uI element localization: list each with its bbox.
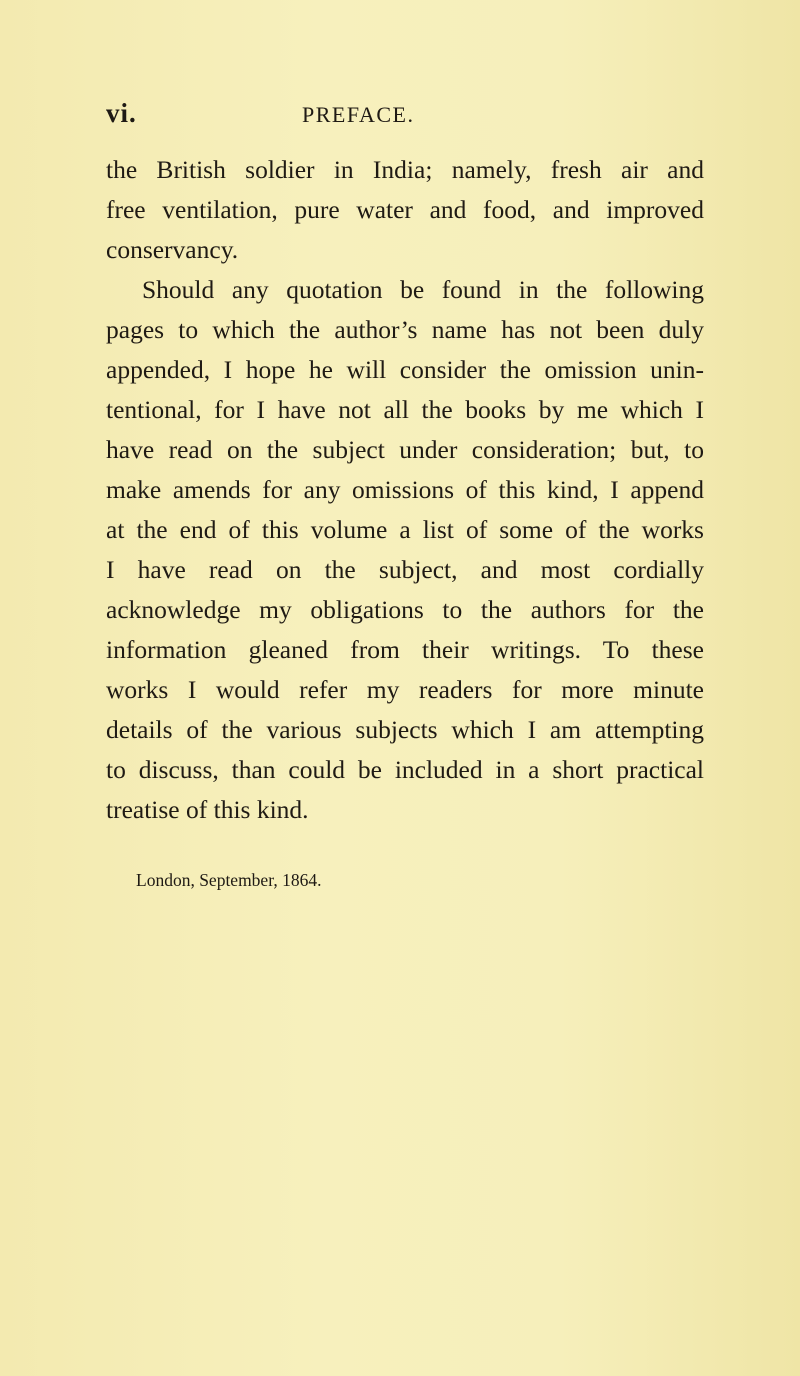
text-line: conservancy. xyxy=(106,235,239,264)
text-line: I have read on the subject, and most cordially xyxy=(106,555,704,584)
signature-line: London, September, 1864. xyxy=(136,870,322,890)
text-line: Should any quotation be found in the following xyxy=(142,275,704,304)
text-line: pages to which the author’s name has not been duly xyxy=(106,315,704,344)
page-header xyxy=(106,98,706,138)
text-line: appended, I hope he will consider the omission unin- xyxy=(106,355,704,384)
text-line: tentional, for I have not all the books by me which I xyxy=(106,395,704,424)
text-line: make amends for any omissions of this kind, I append xyxy=(106,475,704,504)
body-text xyxy=(106,150,704,830)
text-line: to discuss, than could be included in a short practical xyxy=(106,755,704,784)
text-line: at the end of this volume a list of some of the works xyxy=(106,515,704,544)
text-line: free ventilation, pure water and food, and improved xyxy=(106,195,704,224)
text-line: works I would refer my readers for more minute xyxy=(106,675,704,704)
page-number: vi. xyxy=(106,98,137,128)
text-line: details of the various subjects which I am attempting xyxy=(106,715,704,744)
text-line: the British soldier in India; namely, fresh air and xyxy=(106,155,704,184)
text-line: treatise of this kind. xyxy=(106,795,309,824)
running-head: PREFACE. xyxy=(302,102,415,127)
text-line: acknowledge my obligations to the authors for the xyxy=(106,595,704,624)
text-line: have read on the subject under consideration; but, to xyxy=(106,435,704,464)
text-line: information gleaned from their writings. To these xyxy=(106,635,704,664)
